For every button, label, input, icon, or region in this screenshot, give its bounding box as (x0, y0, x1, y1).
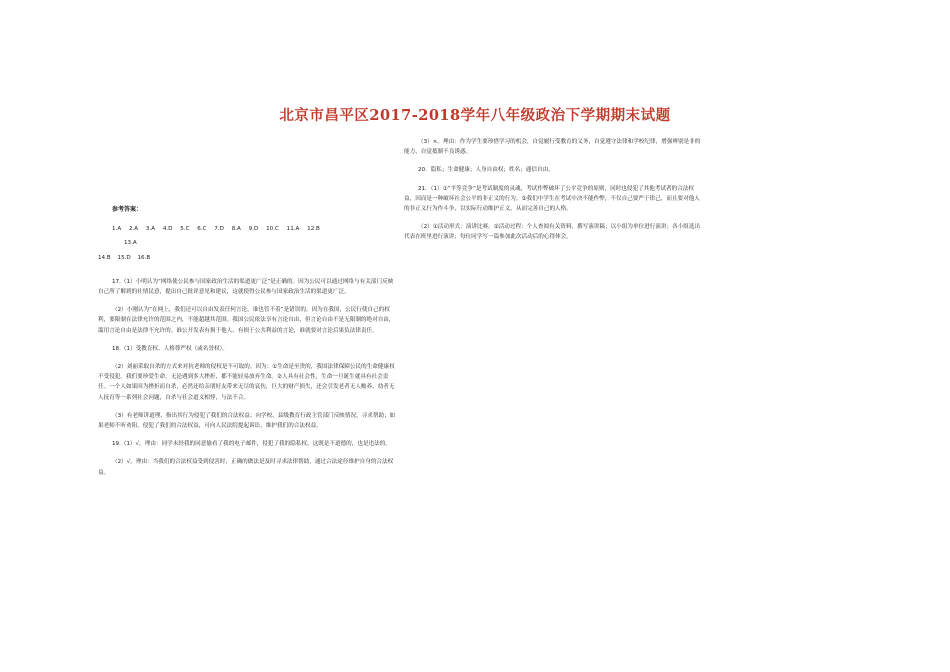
answer-20: 20．隐私；生命健康；人身自由权；姓名；通信自由。 (418, 167, 554, 174)
answer-column-right (404, 137, 704, 251)
answer-19-1: 19.（1）√。理由：同学未经我的同意偷看了我的电子邮件，侵犯了我的隐私权，这既是不道德的，也是违法的。 (112, 441, 391, 448)
multiple-choice-answers-line2: 14.B 15.D 16.B (98, 254, 151, 261)
multiple-choice-answers-line1: 1.A 2.A 3.A 4.D 5.C 6.C 7.D 8.A 9.D 10.C 11.A 12.B (112, 226, 320, 233)
multiple-choice-answers-line1b: 13.A (124, 240, 137, 247)
answer-21-2: （2）①活动形式：演讲比赛。②活动过程：个人查阅有关资料，撰写演讲稿；以小组为单位进行演讲；各小组选出代表在班里进行演讲；每位同学写一篇参加此次活动后的心得体会。 (404, 224, 701, 241)
answer-17-1: 17.（1）小明认为“网络使公民参与国家政治生活的渠道更广泛”是正确的。因为公民可以通过网络与有关部门反映自己所了解到的社情民意，提出自己批评意见和建议，这就使得公民参与国家政治生活的渠道更广泛。 (98, 278, 394, 296)
answers-heading: 参考答案： (112, 206, 143, 213)
answer-19-3: （3）×。理由：作为学生要珍惜学习的机会，自觉履行受教育的义务，自觉遵守法律和学校纪律，增强辨别是非的能力，自觉抵制不良诱惑。 (404, 139, 701, 156)
answer-21-1: 21．（1）①“平等竞争”是考试制度的灵魂，考试作弊破坏了公平竞争的原则，同时也侵犯了其他考试者的合法权益，因而是一种破坏社会公平的非正义的行为。②我们中学生在考试中决不能作弊，不仅自己要严于律己，而且要对他人的非正义行为作斗争，以实际行动维护正义，从而完善自己的人格。 (404, 185, 700, 213)
answer-column-left (98, 205, 398, 486)
answer-18-2: （2）刘丽采取自杀的方式来对抗老师的侵权是不可取的。因为：①生命是至贵的，我国法律保障公民的生命健康权不受侵犯。我们要珍爱生命，无论遇到多大挫折，都不能轻易放弃生命。②人具有社会性，生命一旦诞生就具有社会责任。一个人如果因为挫折而自杀，必然还给亲朋好友带来无尽的哀伤，巨大的财产损失，还会引发老者无人赡养、幼者无人抚育等一系列社会问题，自杀与社会道义相悖，与法不合。 (98, 364, 395, 401)
answer-18-1: 18.（1）受教育权、人格尊严权（或名誉权）。 (112, 345, 228, 352)
answer-17-2: （2）小刚认为“在网上，我们还可以自由发表任何言论，谁也管不着”是错误的。因为在我国，公民行使自己的权利，要限制在法律允许的范围之内，不能超越其范围。我国公民依法享有言论自由，但言论自由不是无限制的绝对自由，滥用言论自由是法律不允许的。谁公开发表有损于他人、有损于公共利益的言论，谁就要对言论后果负法律责任。 (98, 307, 395, 334)
answer-19-2: （2）√。理由：当我们的合法权益受到侵害时，正确的做法是及时寻求法律帮助，通过合法途径维护自身的合法权益。 (98, 459, 394, 476)
page-title: 北京市昌平区2017-2018学年八年级政治下学期期末试题 (279, 107, 671, 124)
answer-18-3: （3）有老师讲道理，指出其行为侵犯了我们的合法权益；向学校、县级教育行政主管部门反映情况，寻求帮助；如果老师不听劝阻，侵犯了我们的合法权益，可向人民法院提起诉讼，维护我们的合法权益。 (98, 412, 396, 430)
